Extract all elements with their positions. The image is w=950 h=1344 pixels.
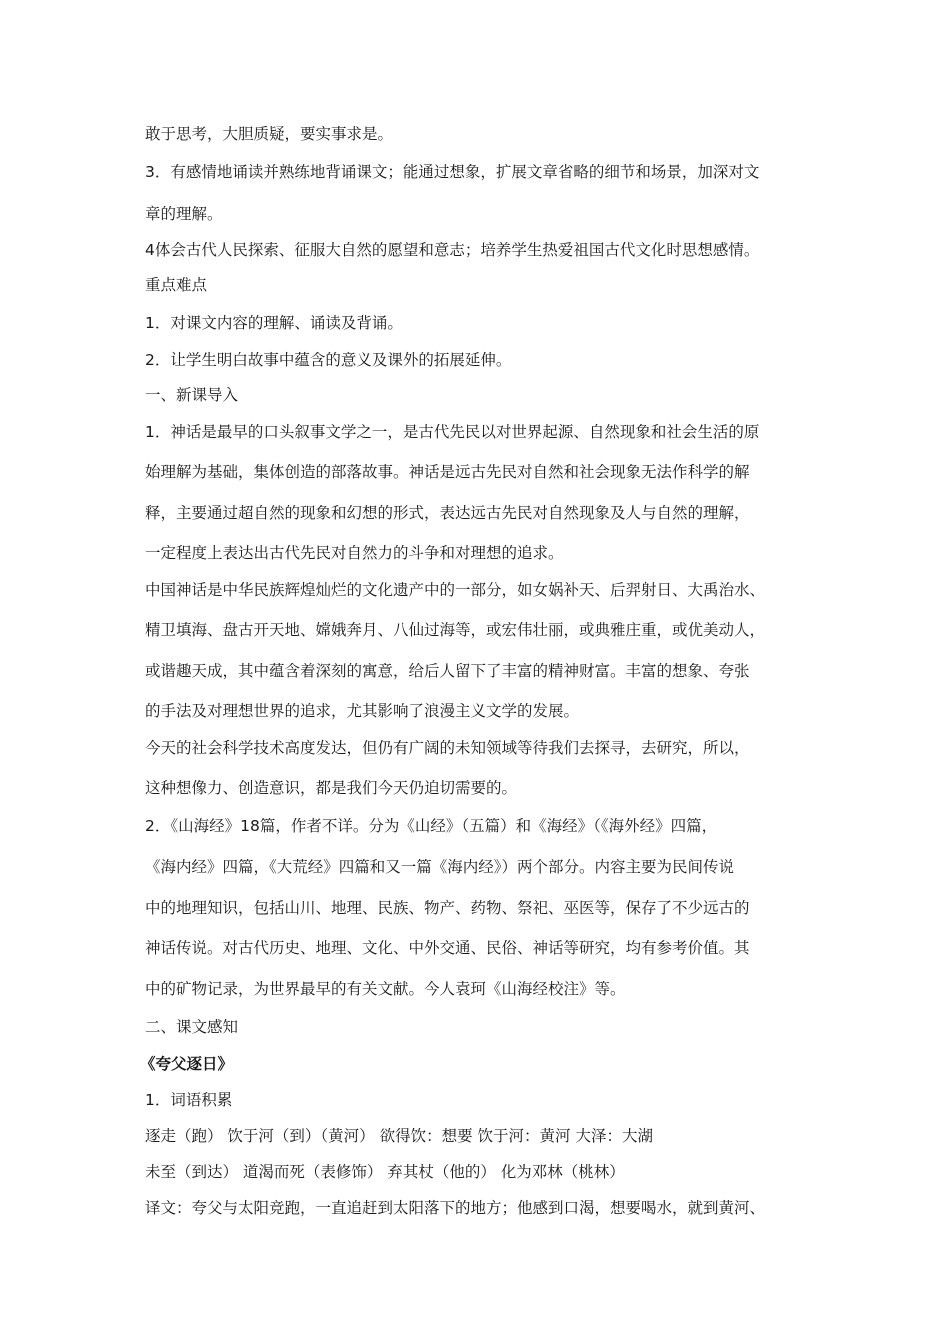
text-line: 3．有感情地诵读并熟练地背诵课文；能通过想象，扩展文章省略的细节和场景，加深对文 — [145, 163, 760, 181]
text-line: 释，主要通过超自然的现象和幻想的形式，表达远古先民对自然现象及人与自然的理解， — [145, 504, 750, 522]
text-line: 敢于思考，大胆质疑，要实事求是。 — [145, 125, 394, 143]
text-line: 2．《山海经》18篇，作者不详。分为《山经》（五篇）和《海经》（《海外经》四篇， — [145, 817, 718, 835]
text-line: 中的矿物记录，为世界最早的有关文献。今人袁珂《山海经校注》等。 — [145, 980, 626, 998]
text-line: 1．词语积累 — [145, 1091, 233, 1109]
text-line: 未至（到达） 道渴而死（表修饰） 弃其杖（他的） 化为邓林（桃林） — [145, 1163, 625, 1181]
text-line: 1．神话是最早的口头叙事文学之一，是古代先民以对世界起源、自然现象和社会生活的原 — [145, 423, 760, 441]
text-line: 神话传说。对古代历史、地理、文化、中外交通、民俗、神话等研究，均有参考价值。其 — [145, 939, 750, 957]
text-line: 2．让学生明白故事中蕴含的意义及课外的拓展延伸。 — [145, 351, 512, 369]
text-line: 的手法及对理想世界的追求，尤其影响了浪漫主义文学的发展。 — [145, 702, 580, 720]
text-line: 译文：夸父与太阳竞跑，一直追赶到太阳落下的地方；他感到口渴，想要喝水，就到黄河、 — [145, 1199, 766, 1217]
text-line: 或谐趣天成，其中蕴含着深刻的寓意，给后人留下了丰富的精神财富。丰富的想象、夸张 — [145, 662, 750, 680]
text-line: 逐走（跑） 饮于河（到）（黄河） 欲得饮：想要 饮于河：黄河 大泽：大湖 — [145, 1127, 653, 1145]
section-heading: 一、新课导入 — [145, 386, 239, 404]
text-line: 4体会古代人民探索、征服大自然的愿望和意志；培养学生热爱祖国古代文化时思想感情。 — [145, 241, 760, 259]
lesson-title: 《夸父逐日》 — [140, 1055, 234, 1073]
text-line: 这种想像力、创造意识，都是我们今天仍迫切需要的。 — [145, 779, 518, 797]
text-line: 1．对课文内容的理解、诵读及背诵。 — [145, 314, 403, 332]
text-line: 今天的社会科学技术高度发达，但仍有广阔的未知领域等待我们去探寻，去研究，所以， — [145, 739, 750, 757]
text-line: 精卫填海、盘古开天地、嫦娥奔月、八仙过海等，或宏伟壮丽，或典雅庄重，或优美动人， — [145, 621, 766, 639]
text-line: 章的理解。 — [145, 205, 223, 223]
text-line: 《海内经》四篇，《大荒经》四篇和又一篇《海内经》）两个部分。内容主要为民间传说 — [145, 858, 735, 876]
text-line: 中的地理知识，包括山川、地理、民族、物产、药物、祭祀、巫医等，保存了不少远古的 — [145, 899, 750, 917]
section-heading: 二、课文感知 — [145, 1018, 239, 1036]
text-line: 中国神话是中华民族辉煌灿烂的文化遗产中的一部分，如女娲补天、后羿射日、大禹治水、 — [145, 581, 766, 599]
text-line: 始理解为基础，集体创造的部落故事。神话是远古先民对自然和社会现象无法作科学的解 — [145, 463, 750, 481]
section-heading: 重点难点 — [145, 276, 208, 294]
text-line: 一定程度上表达出古代先民对自然力的斗争和对理想的追求。 — [145, 544, 564, 562]
